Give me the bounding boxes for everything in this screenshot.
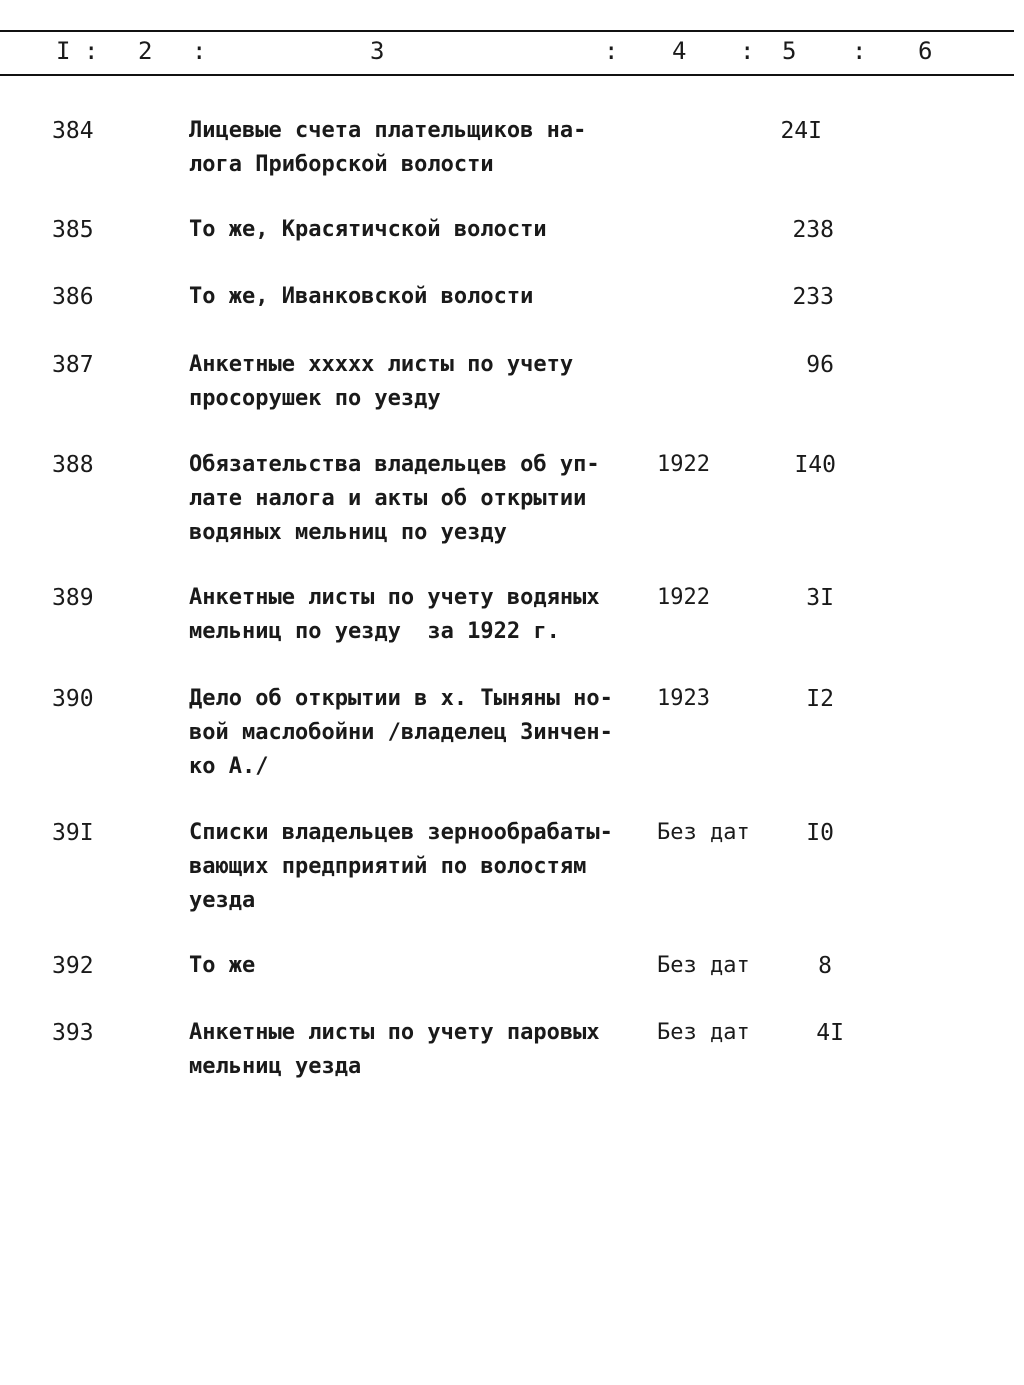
row-sheets: 24I	[780, 118, 822, 144]
title-line: ко А./	[189, 754, 269, 779]
title-line: То же, Красятичской волости	[189, 217, 547, 242]
row-title	[189, 949, 639, 983]
title-line: Анкетные ххххх листы по учету	[189, 352, 574, 377]
row-sheets: 8	[818, 953, 832, 979]
header-col-4: 4	[672, 37, 687, 65]
title-line: Анкетные листы по учету водяных	[189, 585, 600, 610]
title-line: мельниц по уезду за 1922 г.	[189, 619, 560, 644]
header-sep-4: :	[740, 37, 755, 65]
title-line: лате налога и акты об открытии	[189, 486, 587, 511]
row-title	[189, 682, 639, 784]
header-top-rule	[0, 30, 1014, 32]
row-date: Без дат	[657, 953, 750, 978]
row-date: Без дат	[657, 820, 750, 845]
row-title	[189, 816, 639, 918]
row-number: 386	[52, 284, 94, 310]
row-number: 387	[52, 352, 94, 378]
title-line: Лицевые счета плательщиков на-	[189, 118, 587, 143]
row-sheets: 96	[806, 352, 834, 378]
title-line: Дело об открытии в х. Тыняны но-	[189, 686, 613, 711]
row-date: 1922	[657, 452, 710, 477]
row-number: 392	[52, 953, 94, 979]
row-title	[189, 348, 639, 416]
row-title	[189, 114, 639, 182]
row-number: 393	[52, 1020, 94, 1046]
row-date: Без дат	[657, 1020, 750, 1045]
row-number: 385	[52, 217, 94, 243]
title-line: уезда	[189, 888, 256, 913]
title-line: То же, Иванковской волости	[189, 284, 534, 309]
row-date: 1923	[657, 686, 710, 711]
header-col-1: I	[56, 37, 71, 65]
header-sep-3: :	[604, 37, 619, 65]
title-line: То же	[189, 953, 256, 978]
title-line: Обязательства владельцев об уп-	[189, 452, 600, 477]
row-number: 389	[52, 585, 94, 611]
row-sheets: 238	[792, 217, 834, 243]
header-col-2: 2	[138, 37, 153, 65]
title-line: вающих предприятий по волостям	[189, 854, 587, 879]
header-sep-5: :	[852, 37, 867, 65]
title-line: водяных мельниц по уезду	[189, 520, 507, 545]
title-line: лога Приборской волости	[189, 152, 494, 177]
header-col-3: 3	[370, 37, 385, 65]
row-sheets: I2	[806, 686, 834, 712]
header-col-6: 6	[918, 37, 933, 65]
title-line: Списки владельцев зернообрабаты-	[189, 820, 613, 845]
title-line: просорушек по уезду	[189, 386, 441, 411]
row-number: 388	[52, 452, 94, 478]
row-title	[189, 581, 639, 649]
row-sheets: I0	[806, 820, 834, 846]
title-line: Анкетные листы по учету паровых	[189, 1020, 600, 1045]
header-sep-2: :	[192, 37, 207, 65]
row-number: 384	[52, 118, 94, 144]
row-sheets: 3I	[806, 585, 834, 611]
row-title	[189, 1016, 639, 1084]
header-sep-1: :	[84, 37, 99, 65]
title-line: мельниц уезда	[189, 1054, 362, 1079]
row-sheets: I40	[794, 452, 836, 478]
row-title	[189, 448, 639, 550]
row-sheets: 233	[792, 284, 834, 310]
row-number: 390	[52, 686, 94, 712]
row-title	[189, 213, 639, 247]
row-title	[189, 280, 639, 314]
header-bottom-rule	[0, 74, 1014, 76]
header-col-5: 5	[782, 37, 797, 65]
title-line: вой маслобойни /владелец Зинчен-	[189, 720, 613, 745]
row-date: 1922	[657, 585, 710, 610]
row-sheets: 4I	[816, 1020, 844, 1046]
row-number: 39I	[52, 820, 94, 846]
